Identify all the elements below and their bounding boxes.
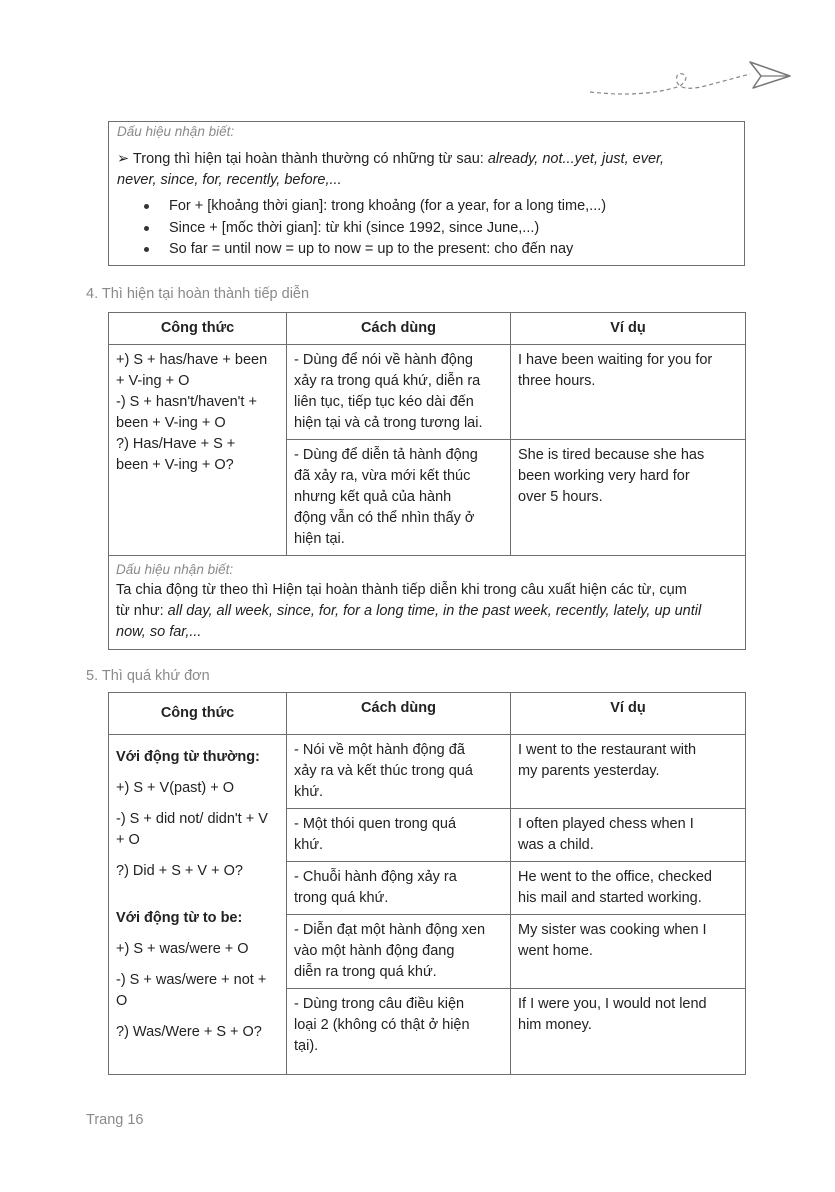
formula-line: -) S + hasn't/haven't + xyxy=(116,394,257,410)
example-line: She is tired because she has xyxy=(518,447,705,463)
usage-line: hiện tại. xyxy=(294,531,345,547)
example-line: him money. xyxy=(518,1017,592,1033)
usage-cell xyxy=(287,735,511,809)
example-line: I often played chess when I xyxy=(518,816,694,832)
example-line: was a child. xyxy=(518,837,594,853)
formula-line: + O xyxy=(116,832,140,848)
usage-line: xảy ra và kết thúc trong quá xyxy=(294,763,473,779)
example-cell xyxy=(511,440,746,556)
section4-table xyxy=(108,312,746,650)
header-formula: Công thức xyxy=(109,313,287,345)
usage-line: - Dùng để diễn tả hành động xyxy=(294,447,478,463)
formula-line: ?) Has/Have + S + xyxy=(116,436,236,452)
usage-line: nhưng kết quả của hành xyxy=(294,489,452,505)
signs-intro xyxy=(117,149,664,169)
usage-line: - Dùng để nói về hành động xyxy=(294,352,473,368)
example-line: my parents yesterday. xyxy=(518,763,660,779)
signs-text xyxy=(116,601,738,622)
bullet-icon xyxy=(144,204,149,209)
header-example: Ví dụ xyxy=(511,693,746,735)
example-line: over 5 hours. xyxy=(518,489,603,505)
usage-cell xyxy=(287,989,511,1075)
formula-line: been + V-ing + O? xyxy=(116,457,234,473)
usage-line: hiện tại và cả trong tương lai. xyxy=(294,415,483,431)
formula-line: +) S + V(past) + O xyxy=(116,780,235,796)
usage-line: đã xảy ra, vừa mới kết thúc xyxy=(294,468,471,484)
formula-line: + V-ing + O xyxy=(116,373,190,389)
usage-cell xyxy=(287,345,511,440)
example-line: He went to the office, checked xyxy=(518,869,712,885)
usage-line: - Chuỗi hành động xảy ra xyxy=(294,869,457,885)
signs-intro-words: already, not...yet, just, ever, xyxy=(487,151,665,167)
example-cell xyxy=(511,735,746,809)
usage-line: - Diễn đạt một hành động xen xyxy=(294,922,486,938)
formula-line: O xyxy=(116,993,128,1009)
usage-line: - Dùng trong câu điều kiện xyxy=(294,996,465,1012)
usage-line: - Một thói quen trong quá xyxy=(294,816,457,832)
formula-cell xyxy=(109,345,287,556)
usage-cell xyxy=(287,862,511,915)
section5-title: 5. Thì quá khứ đơn xyxy=(86,668,210,684)
usage-cell xyxy=(287,809,511,862)
example-line: My sister was cooking when I xyxy=(518,922,707,938)
formula-line: been + V-ing + O xyxy=(116,415,226,431)
section4-signs-cell xyxy=(109,556,746,650)
signs-intro-words-2: never, since, for, recently, before,... xyxy=(117,172,342,188)
signs-bullet xyxy=(144,218,539,238)
example-cell xyxy=(511,809,746,862)
example-cell xyxy=(511,915,746,989)
signs-bullet xyxy=(144,239,573,259)
page-number: Trang 16 xyxy=(86,1112,144,1128)
signs-prefix: từ như: xyxy=(116,603,168,619)
example-line: been working very hard for xyxy=(518,468,690,484)
formula-line: ?) Did + S + V + O? xyxy=(116,863,243,879)
example-line: his mail and started working. xyxy=(518,890,702,906)
usage-cell xyxy=(287,915,511,989)
formula-line: -) S + did not/ didn't + V xyxy=(116,811,268,827)
example-cell xyxy=(511,989,746,1075)
signs-bullet-text: Since + [mốc thời gian]: từ khi (since 1992, since June,...) xyxy=(169,220,540,236)
example-line: went home. xyxy=(518,943,593,959)
usage-line: khứ. xyxy=(294,784,324,800)
bullet-icon xyxy=(144,247,149,252)
example-line: If I were you, I would not lend xyxy=(518,996,707,1012)
usage-line: - Nói về một hành động đã xyxy=(294,742,465,758)
signs-bullet-text: So far = until now = up to now = up to the present: cho đến nay xyxy=(169,241,574,257)
usage-cell xyxy=(287,440,511,556)
example-line: I went to the restaurant with xyxy=(518,742,697,758)
signs-label: Dấu hiệu nhận biết: xyxy=(117,124,235,139)
usage-line: loại 2 (không có thật ở hiện xyxy=(294,1017,470,1033)
formula-be-title: Với động từ to be: xyxy=(116,910,243,926)
usage-line: xảy ra trong quá khứ, diễn ra xyxy=(294,373,481,389)
usage-line: liên tục, tiếp tục kéo dài đến xyxy=(294,394,474,410)
usage-line: diễn ra trong quá khứ. xyxy=(294,964,437,980)
formula-regular-title: Với động từ thường: xyxy=(116,749,260,765)
section5-table xyxy=(108,692,746,1075)
usage-line: vào một hành động đang xyxy=(294,943,455,959)
header-example: Ví dụ xyxy=(511,313,746,345)
paper-plane-icon xyxy=(585,48,795,104)
usage-line: động vẫn có thể nhìn thấy ở xyxy=(294,510,475,526)
usage-line: tại). xyxy=(294,1038,319,1054)
header-formula: Công thức xyxy=(109,693,287,735)
formula-line: +) S + was/were + O xyxy=(116,941,249,957)
formula-cell xyxy=(109,735,287,1075)
example-line: three hours. xyxy=(518,373,596,389)
bullet-icon xyxy=(144,226,149,231)
signs-intro-text: ➢ Trong thì hiện tại hoàn thành thường có những từ sau: xyxy=(117,151,488,167)
formula-line: +) S + has/have + been xyxy=(116,352,268,368)
formula-line: -) S + was/were + not + xyxy=(116,972,267,988)
signs-text: Ta chia động từ theo thì Hiện tại hoàn thành tiếp diễn khi trong câu xuất hiện các từ, cụm xyxy=(116,582,687,598)
present-perfect-signs-box xyxy=(108,121,745,266)
signs-words: all day, all week, since, for, for a long time, in the past week, recently, lately, up until xyxy=(167,603,702,619)
header-usage: Cách dùng xyxy=(287,313,511,345)
signs-bullet-text: For + [khoảng thời gian]: trong khoảng (for a year, for a long time,...) xyxy=(169,198,607,214)
header-usage: Cách dùng xyxy=(287,693,511,735)
section4-title: 4. Thì hiện tại hoàn thành tiếp diễn xyxy=(86,286,310,302)
usage-line: khứ. xyxy=(294,837,324,853)
example-cell xyxy=(511,345,746,440)
signs-words: now, so far,... xyxy=(116,624,202,640)
signs-bullet xyxy=(144,196,606,216)
example-cell xyxy=(511,862,746,915)
signs-label: Dấu hiệu nhận biết: xyxy=(116,562,234,577)
formula-line: ?) Was/Were + S + O? xyxy=(116,1024,262,1040)
usage-line: trong quá khứ. xyxy=(294,890,389,906)
example-line: I have been waiting for you for xyxy=(518,352,713,368)
